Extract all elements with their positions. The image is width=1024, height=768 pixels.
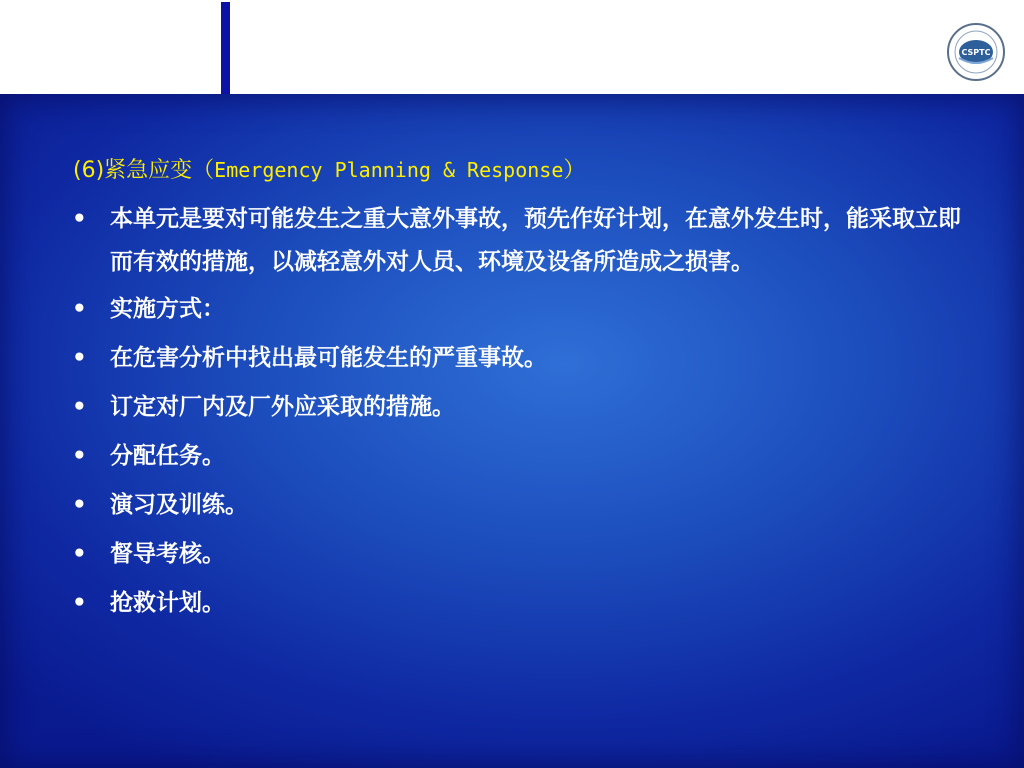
list-item xyxy=(72,387,972,427)
bullet-dot-icon: • xyxy=(72,345,87,371)
list-item xyxy=(72,198,972,284)
list-item xyxy=(72,583,972,623)
header-divider-bar xyxy=(221,2,230,96)
list-item xyxy=(72,534,972,574)
list-item xyxy=(72,289,972,329)
list-item-text: 演习及训练。 xyxy=(110,492,248,518)
list-item xyxy=(72,485,972,525)
bullet-dot-icon: • xyxy=(72,443,87,469)
list-item xyxy=(72,436,972,476)
list-item-text: 本单元是要对可能发生之重大意外事故，预先作好计划，在意外发生时，能采取立即而有效的措施，以减轻意外对人员、环境及设备所造成之损害。 xyxy=(110,206,961,275)
list-item-text: 实施方式： xyxy=(110,296,225,322)
bullet-dot-icon: • xyxy=(72,590,87,616)
logo-text: CSPTC xyxy=(961,48,991,57)
heading-english: Emergency Planning & Response xyxy=(214,158,564,182)
heading-suffix: ） xyxy=(563,158,586,183)
list-item-text: 订定对厂内及厂外应采取的措施。 xyxy=(110,394,455,420)
header-band xyxy=(0,0,1024,94)
list-item-text: 分配任务。 xyxy=(110,443,225,469)
list-item-text: 抢救计划。 xyxy=(110,590,225,616)
bullet-dot-icon: • xyxy=(72,394,87,420)
bullet-dot-icon: • xyxy=(72,541,87,567)
slide-heading xyxy=(73,150,585,191)
bullet-dot-icon: • xyxy=(72,206,87,232)
organization-logo xyxy=(946,22,1006,82)
list-item-text: 督导考核。 xyxy=(110,541,225,567)
bullet-dot-icon: • xyxy=(72,492,87,518)
bullet-list xyxy=(72,198,972,632)
list-item-text: 在危害分析中找出最可能发生的严重事故。 xyxy=(110,345,547,371)
bullet-dot-icon: • xyxy=(72,296,87,322)
list-item xyxy=(72,338,972,378)
heading-prefix: (6)紧急应变（ xyxy=(73,158,215,183)
